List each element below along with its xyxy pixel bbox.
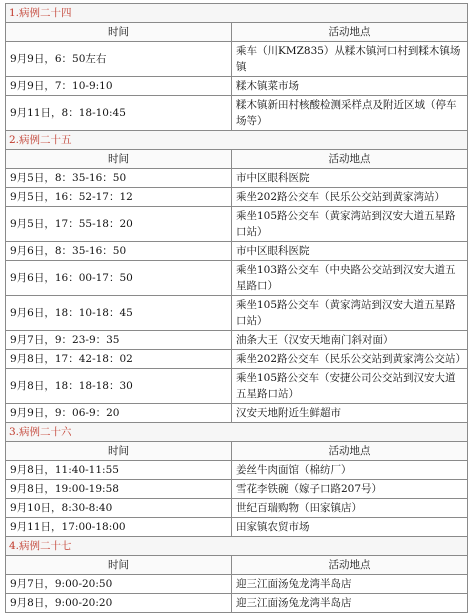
time-cell: 9月8日，11:40-11:55: [6, 461, 232, 480]
column-header-row: [6, 442, 468, 461]
place-column-header: 活动地点: [232, 150, 468, 169]
time-cell: 9月8日，18：18-18：30: [6, 369, 232, 404]
place-cell: 乘车（川KMZ835）从糅木镇河口村到糅木镇场镇: [232, 42, 468, 77]
case-title: 4.病例二十七: [6, 537, 468, 556]
table-row: [6, 188, 468, 207]
time-cell: 9月6日，8：35-16：50: [6, 242, 232, 261]
case-activity-document: [5, 3, 467, 613]
table-row: [6, 518, 468, 537]
time-cell: 9月7日，9:00-20:50: [6, 575, 232, 594]
time-cell: 9月6日，18：10-18：45: [6, 296, 232, 331]
place-cell: 迎三江面汤兔龙湾半岛店: [232, 594, 468, 613]
time-cell: 9月8日，9:00-20:20: [6, 594, 232, 613]
place-cell: 雪花李铁碗（嫁子口路207号）: [232, 480, 468, 499]
place-cell: 汉安天地附近生鲜超市: [232, 404, 468, 423]
table-row: [6, 42, 468, 77]
place-cell: 油条大王（汉安天地南门斜对面）: [232, 331, 468, 350]
table-row: [6, 480, 468, 499]
time-cell: 9月5日，16：52-17：12: [6, 188, 232, 207]
time-column-header: 时间: [6, 23, 232, 42]
place-cell: 市中区眼科医院: [232, 169, 468, 188]
case-section-row: [6, 131, 468, 150]
table-row: [6, 242, 468, 261]
time-cell: 9月8日，17：42-18：02: [6, 350, 232, 369]
case-section-row: [6, 423, 468, 442]
table-row: [6, 575, 468, 594]
case-title: 2.病例二十五: [6, 131, 468, 150]
place-column-header: 活动地点: [232, 556, 468, 575]
table-row: [6, 461, 468, 480]
table-row: [6, 350, 468, 369]
place-cell: 糅木镇新田村核酸检测采样点及附近区域（停车场等）: [232, 96, 468, 131]
case-title: 1.病例二十四: [6, 4, 468, 23]
case-title: 3.病例二十六: [6, 423, 468, 442]
table-row: [6, 369, 468, 404]
activity-table-body: [6, 4, 468, 613]
time-cell: 9月5日，17：55-18：20: [6, 207, 232, 242]
place-cell: 乘坐103路公交车（中央路公交站到汉安大道五星路口）: [232, 261, 468, 296]
place-cell: 糅木镇菜市场: [232, 77, 468, 96]
place-cell: 乘坐105路公交车（安捷公司公交站到汉安大道五星路口站）: [232, 369, 468, 404]
table-row: [6, 404, 468, 423]
place-cell: 乘坐202路公交车（民乐公交站到黄家湾站）: [232, 188, 468, 207]
place-cell: 姜丝牛肉面馆（棉纺厂）: [232, 461, 468, 480]
column-header-row: [6, 150, 468, 169]
place-cell: 迎三江面汤兔龙湾半岛店: [232, 575, 468, 594]
table-row: [6, 499, 468, 518]
table-row: [6, 77, 468, 96]
time-cell: 9月9日，6：50左右: [6, 42, 232, 77]
place-cell: 市中区眼科医院: [232, 242, 468, 261]
table-row: [6, 169, 468, 188]
time-cell: 9月9日，9：06-9：20: [6, 404, 232, 423]
time-cell: 9月8日，19:00-19:58: [6, 480, 232, 499]
time-cell: 9月9日，7：10-9:10: [6, 77, 232, 96]
place-cell: 乘坐105路公交车（黄家湾站到汉安大道五星路口站）: [232, 207, 468, 242]
time-cell: 9月5日，8：35-16：50: [6, 169, 232, 188]
table-row: [6, 96, 468, 131]
time-column-header: 时间: [6, 556, 232, 575]
time-column-header: 时间: [6, 442, 232, 461]
time-cell: 9月11日，8：18-10:45: [6, 96, 232, 131]
place-column-header: 活动地点: [232, 23, 468, 42]
time-column-header: 时间: [6, 150, 232, 169]
place-cell: 乘坐105路公交车（黄家湾站到汉安大道五星路口站）: [232, 296, 468, 331]
time-cell: 9月10日，8:30-8:40: [6, 499, 232, 518]
column-header-row: [6, 23, 468, 42]
case-section-row: [6, 4, 468, 23]
case-section-row: [6, 537, 468, 556]
place-column-header: 活动地点: [232, 442, 468, 461]
place-cell: 乘坐202路公交车（民乐公交站到黄家湾公交站）: [232, 350, 468, 369]
place-cell: 田家镇农贸市场: [232, 518, 468, 537]
column-header-row: [6, 556, 468, 575]
time-cell: 9月6日，16：00-17：50: [6, 261, 232, 296]
table-row: [6, 331, 468, 350]
time-cell: 9月11日，17:00-18:00: [6, 518, 232, 537]
time-cell: 9月7日，9：23-9：35: [6, 331, 232, 350]
table-row: [6, 207, 468, 242]
table-row: [6, 261, 468, 296]
table-row: [6, 296, 468, 331]
place-cell: 世纪百瑞购物（田家镇店）: [232, 499, 468, 518]
table-row: [6, 594, 468, 613]
activity-table: [5, 3, 468, 613]
